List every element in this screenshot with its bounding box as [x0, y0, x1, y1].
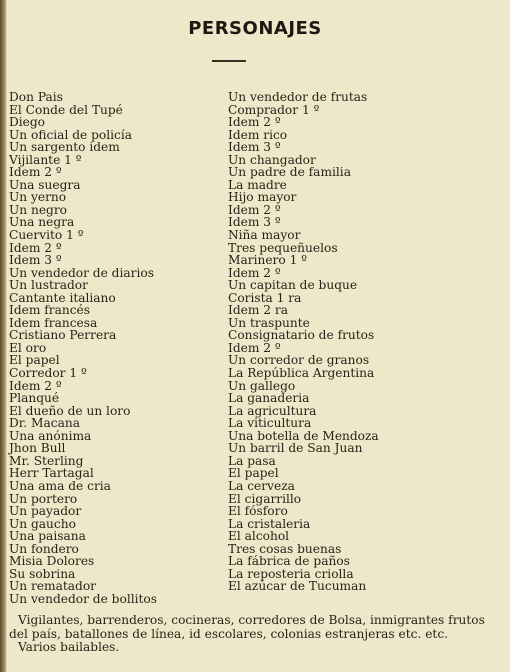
character-entry: Cantante italiano [9, 290, 116, 305]
character-entry: Un rematador [9, 579, 96, 594]
character-entry: Un corredor de granos [228, 353, 370, 368]
character-entry: El alcohol [228, 529, 290, 544]
character-entry: Una anónima [9, 428, 92, 443]
character-entry: La cristaleria [228, 516, 311, 531]
page-title: PERSONAJES [188, 18, 322, 39]
character-entry: Marinero 1 º [228, 253, 307, 268]
character-entry: Un lustrador [9, 278, 88, 293]
character-entry: Idem rico [228, 127, 288, 142]
characters-left-column [9, 91, 229, 605]
character-entry: Tres pequeñuelos [228, 240, 338, 255]
character-entry: La madre [228, 177, 287, 192]
character-entry: Idem francés [9, 303, 91, 318]
character-entry: Vijilante 1 º [9, 152, 82, 167]
character-entry: El cigarrillo [228, 491, 302, 506]
character-entry: Dr. Macana [9, 416, 80, 431]
character-entry: Un fondero [9, 541, 79, 556]
character-entry: Idem 2 º [228, 265, 281, 280]
character-entry: El dueño de un loro [9, 403, 131, 418]
character-entry: El azúcar de Tucuman [228, 579, 367, 594]
character-entry: Planqué [9, 391, 60, 406]
character-entry: Un vendedor de frutas [228, 90, 368, 104]
footer-line: Varios bailables. [18, 640, 120, 654]
character-entry: Jhon Bull [9, 441, 66, 456]
character-entry: La agricultura [228, 403, 317, 418]
character-entry: Idem 2 º [9, 165, 62, 180]
character-entry: Don Pais [9, 90, 63, 104]
character-entry: Consignatario de frutos [228, 328, 375, 343]
character-entry: Corredor 1 º [9, 366, 87, 381]
character-entry: Tres cosas buenas [228, 541, 342, 556]
footer-line: del país, batallones de línea, id escolares, colonias estranjeras etc. etc. [9, 626, 449, 641]
character-entry: Un capitan de buque [228, 278, 358, 293]
character-entry: Un negro [9, 202, 68, 217]
character-entry: Idem 2 º [228, 202, 281, 217]
character-entry: Niña mayor [228, 228, 301, 243]
character-entry: Herr Tartagal [9, 466, 94, 481]
character-entry: Una paisana [9, 529, 86, 544]
footer-line: Vigilantes, barrenderos, cocineras, corredores de Bolsa, inmigrantes frutos [18, 613, 485, 627]
character-entry: Su sobrina [9, 566, 76, 581]
title-rule [212, 60, 246, 62]
character-entry: La ganaderia [228, 391, 310, 406]
character-entry: El oro [9, 340, 47, 355]
character-entry: Cristiano Perrera [9, 328, 117, 343]
character-entry: Un portero [9, 491, 78, 506]
character-entry: La viticultura [228, 416, 312, 431]
character-entry: Cuervito 1 º [9, 228, 84, 243]
character-entry: Diego [9, 115, 46, 130]
character-entry: El Conde del Tupé [9, 102, 123, 117]
character-entry: Un gallego [228, 378, 296, 393]
character-entry: Idem 2 ra [228, 303, 288, 318]
character-entry: Hijo mayor [228, 190, 297, 205]
characters-right-column [228, 91, 468, 593]
footer-text [9, 614, 501, 655]
character-entry: Un payador [9, 504, 82, 519]
character-entry: Un changador [228, 152, 316, 167]
character-entry: Idem 2 º [228, 115, 281, 130]
character-entry: Un vendedor de bollitos [9, 591, 158, 606]
character-entry: El papel [228, 466, 279, 481]
character-entry: La República Argentina [228, 366, 375, 381]
character-entry: La cerveza [228, 478, 295, 493]
character-entry: Un oficial de policía [9, 127, 133, 142]
character-entry: Una botella de Mendoza [228, 428, 379, 443]
character-entry: Un barril de San Juan [228, 441, 363, 456]
character-entry: Misia Dolores [9, 554, 95, 569]
page-spine-shadow [0, 0, 7, 672]
character-entry: Un sargento idem [9, 140, 120, 155]
character-entry: La fábrica de paños [228, 554, 350, 569]
character-entry: Comprador 1 º [228, 102, 320, 117]
character-entry: Una ama de cria [9, 478, 111, 493]
character-entry: El fósforo [228, 504, 288, 519]
character-entry: Idem 3 º [228, 140, 281, 155]
character-entry: Un yerno [9, 190, 67, 205]
character-entry: Mr. Sterling [9, 453, 84, 468]
character-entry: Un gaucho [9, 516, 76, 531]
character-entry: Idem 2 º [9, 378, 62, 393]
character-entry: Una negra [9, 215, 75, 230]
character-entry: Una suegra [9, 177, 81, 192]
character-entry: Corista 1 ra [228, 290, 302, 305]
character-entry: Idem 3 º [228, 215, 281, 230]
character-entry: Un padre de familia [228, 165, 351, 180]
character-entry: Idem 2 º [9, 240, 62, 255]
character-entry: Idem 2 º [228, 340, 281, 355]
character-entry: Un traspunte [228, 315, 310, 330]
character-entry: Idem francesa [9, 315, 98, 330]
character-entry: La pasa [228, 453, 276, 468]
character-entry: La reposteria criolla [228, 566, 354, 581]
character-entry: El papel [9, 353, 60, 368]
character-entry: Idem 3 º [9, 253, 62, 268]
character-entry: Un vendedor de diarios [9, 265, 154, 280]
